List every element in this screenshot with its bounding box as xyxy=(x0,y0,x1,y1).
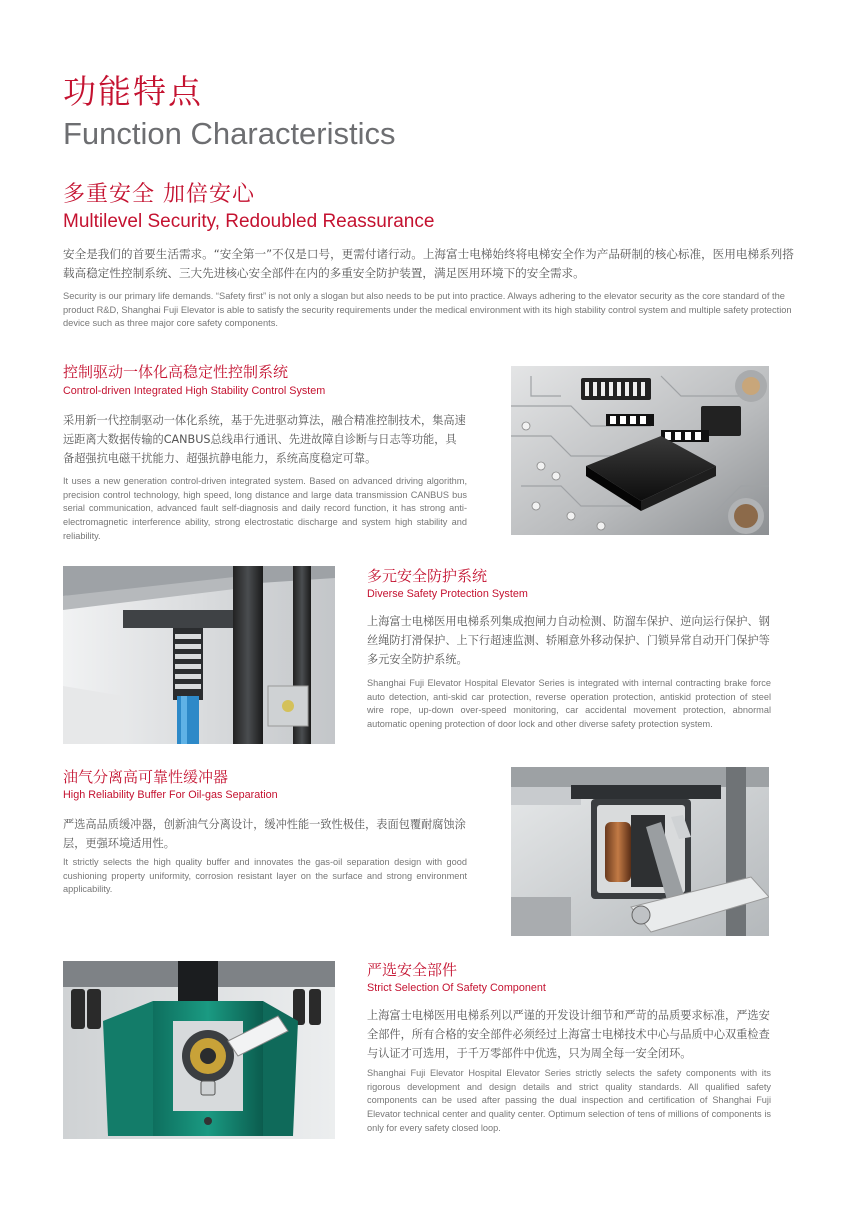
intro-heading-en: Multilevel Security, Redoubled Reassurance xyxy=(63,211,435,232)
elevator-shaft-photo xyxy=(63,566,335,744)
section-buffer-body-en: It strictly selects the high quality buffer and innovates the gas-oil separation design with good cushioning property uniformity, corrosion resistant layer on the surface and strong environment applicability. xyxy=(63,857,467,895)
section-components-body-cn: 上海富士电梯医用电梯系列以严谨的开发设计细节和严苛的品质要求标准，严选安全部件，所有合格的安全部件必须经过上海富士电梯技术中心与品质中心双重检查与认证才可选用，于千万零部件中优选，只为周全每一安全闭环。 xyxy=(367,1009,770,1060)
section-protection-heading-cn: 多元安全防护系统 xyxy=(367,567,488,585)
section-components-heading-cn: 严选安全部件 xyxy=(367,961,458,979)
section-buffer-heading-cn: 油气分离高可靠性缓冲器 xyxy=(63,768,229,786)
section-control-body-en: It uses a new generation control-driven integrated system. Based on advanced driving algorithm, precision control technology, high speed, long distance and large data transmission CANBUS bus serial communication, advanced fault self-diagnosis and daily record function, it has strong anti-electromagnetic interference ability, strong electrostatic discharge and system high stability and reliability. xyxy=(63,476,467,541)
page-title-en: Function Characteristics xyxy=(63,116,396,151)
section-protection-body-en: Shanghai Fuji Elevator Hospital Elevator Series is integrated with internal contracting brake force auto detection, anti-skid car protection, reverse operation protection, antiskid protection of steel wire rope, up-down over-speed monitoring, car accidental movement protection, abnormal automatic opening protection of door lock and other diverse safety protection system. xyxy=(367,678,771,730)
circuit-board-photo xyxy=(511,366,769,535)
intro-body-cn: 安全是我们的首要生活需求。“安全第一”不仅是口号，更需付诸行动。上海富士电梯始终将电梯安全作为产品研制的核心标准，医用电梯系列搭载高稳定性控制系统、三大先进核心安全部件在内的多重安全防护装置，满足医用环境下的安全需求。 xyxy=(63,247,794,280)
section-buffer-heading-en: High Reliability Buffer For Oil-gas Separation xyxy=(63,789,278,801)
brake-component-photo xyxy=(511,767,769,936)
section-protection-heading-en: Diverse Safety Protection System xyxy=(367,588,528,600)
section-components-body-en: Shanghai Fuji Elevator Hospital Elevator Series strictly selects the safety components with its rigorous development and design details and strict quality standards. All qualified safety components can be used after passing the dual inspection and certification of Shanghai Fuji Elevator technical center and quality center. Optimum selection of tens of millions of components is only for every safety closed loop. xyxy=(367,1068,771,1133)
intro-body-en: Security is our primary life demands. “Safety first” is not only a slogan but also needs to be put into practice. Always adhering to the elevator security as the core standard of the product R&D, Shanghai Fuji Elevator is able to satisfy the security requirements under the medical environment with its high stability control system and multiple safety protection device such as three major core safety components. xyxy=(63,291,792,328)
page-title-cn: 功能特点 xyxy=(63,72,203,111)
section-components-heading-en: Strict Selection Of Safety Component xyxy=(367,982,546,994)
section-protection-body-cn: 上海富士电梯医用电梯系列集成抱闸力自动检测、防溜车保护、逆向运行保护、钢丝绳防打滑保护、上下行超速监测、轿厢意外移动保护、门锁异常自动开门保护等多元安全防护系统。 xyxy=(367,615,770,666)
section-control-heading-cn: 控制驱动一体化高稳定性控制系统 xyxy=(63,363,289,381)
section-control-heading-en: Control-driven Integrated High Stability Control System xyxy=(63,385,326,397)
intro-heading-cn: 多重安全 加倍安心 xyxy=(63,182,255,207)
safety-gear-photo xyxy=(63,961,335,1139)
section-buffer-body-cn: 严选高品质缓冲器，创新油气分离设计，缓冲性能一致性极佳，表面包覆耐腐蚀涂层，更强环境适用性。 xyxy=(63,818,466,850)
section-control-body-cn: 采用新一代控制驱动一体化系统，基于先进驱动算法，融合精准控制技术，集高速远距离大数据传输的CANBUS总线串行通讯、先进故障自诊断与日志等功能，具备超强抗电磁干扰能力、超强抗静电能力，系统高度稳定可靠。 xyxy=(63,414,466,465)
